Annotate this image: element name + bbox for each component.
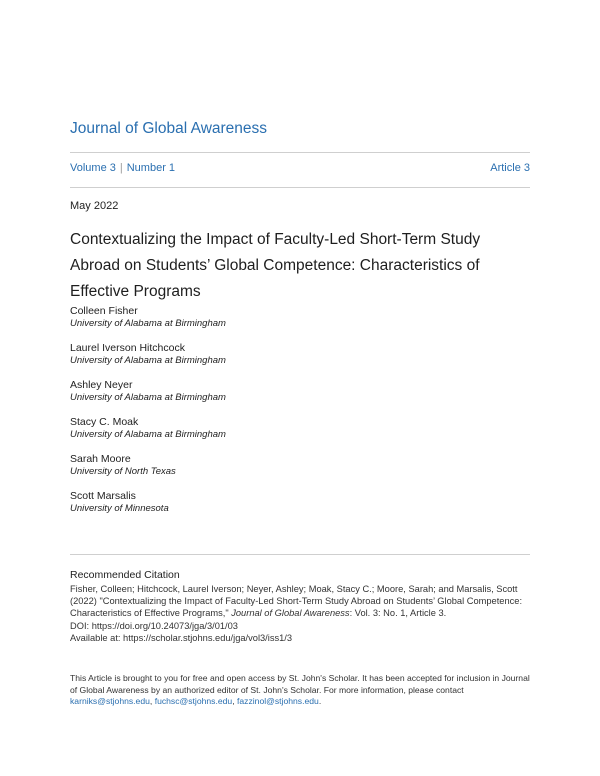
- issue-separator: |: [119, 162, 123, 174]
- author-affiliation: University of North Texas: [70, 466, 176, 477]
- author-affiliation: University of Alabama at Birmingham: [70, 392, 226, 403]
- volume-link[interactable]: Volume 3: [70, 162, 116, 174]
- author-name: Colleen Fisher: [70, 305, 138, 317]
- author-name: Stacy C. Moak: [70, 416, 139, 428]
- author-entry: [70, 416, 226, 453]
- citation-body: [70, 583, 532, 620]
- paper-title: Contextualizing the Impact of Faculty-Led Short-Term Study Abroad on Students’ Global Competence: Characteristics of Effective Programs: [70, 231, 481, 300]
- author-name: Laurel Iverson Hitchcock: [70, 342, 185, 354]
- citation-heading: Recommended Citation: [70, 569, 180, 581]
- author-affiliation: University of Minnesota: [70, 503, 169, 514]
- author-name: Ashley Neyer: [70, 379, 133, 391]
- author-entry: [70, 305, 226, 342]
- notice-body: This Article is brought to you for free and open access by St. John's Scholar. It has been accepted for inclusion in Journal of Global Awareness by an authorized editor of St. John's Scholar. For more information, please contact karniks@stjohns.edu, fuchsc@stjohns.edu, fazzinol@stjohns.edu.: [70, 673, 530, 707]
- recommended-citation: [70, 583, 532, 644]
- author-entry: [70, 342, 226, 379]
- contact-email-link[interactable]: fazzinol@stjohns.edu: [237, 696, 319, 707]
- divider-citation: [70, 554, 530, 555]
- article-link[interactable]: Article 3: [490, 162, 530, 174]
- citation-volume: : Vol. 3: No. 1, Article 3.: [349, 608, 447, 619]
- author-list: [70, 305, 226, 527]
- divider-issue: [70, 187, 530, 188]
- author-name: Scott Marsalis: [70, 490, 136, 502]
- issue-info-row: [70, 162, 530, 174]
- author-affiliation: University of Alabama at Birmingham: [70, 355, 226, 366]
- author-affiliation: University of Alabama at Birmingham: [70, 318, 226, 329]
- publication-date: May 2022: [70, 200, 119, 212]
- citation-text: Fisher, Colleen; Hitchcock, Laurel Iverson; Neyer, Ashley; Moak, Stacy C.; Moore, Sarah; and Marsalis, Scott (2022) "Contextualizing the Impact of Faculty-Led Short-Term Study Abroad on Students’ Global Competence: Characteristics of Effective Programs,": [70, 584, 523, 619]
- number-link[interactable]: Number 1: [126, 162, 176, 174]
- contact-email-link[interactable]: karniks@stjohns.edu: [70, 696, 150, 707]
- access-notice: [70, 673, 532, 708]
- author-name: Sarah Moore: [70, 453, 131, 465]
- divider-top: [70, 152, 530, 153]
- author-entry: [70, 379, 226, 416]
- journal-title[interactable]: Journal of Global Awareness: [70, 120, 268, 137]
- author-affiliation: University of Alabama at Birmingham: [70, 429, 226, 440]
- author-entry: [70, 453, 226, 490]
- citation-journal: Journal of Global Awareness: [231, 608, 350, 619]
- contact-email-link[interactable]: fuchsc@stjohns.edu: [154, 696, 233, 707]
- author-entry: [70, 490, 226, 527]
- citation-url[interactable]: Available at: https://scholar.stjohns.edu/jga/vol3/iss1/3: [70, 632, 293, 643]
- notice-text: This Article is brought to you for free and open access by St. John's Scholar. It has been accepted for inclusion in Journal of Global Awareness by an authorized editor of St. John's Scholar. For more information, please contact: [70, 673, 530, 695]
- citation-doi[interactable]: DOI: https://doi.org/10.24073/jga/3/01/03: [70, 620, 238, 631]
